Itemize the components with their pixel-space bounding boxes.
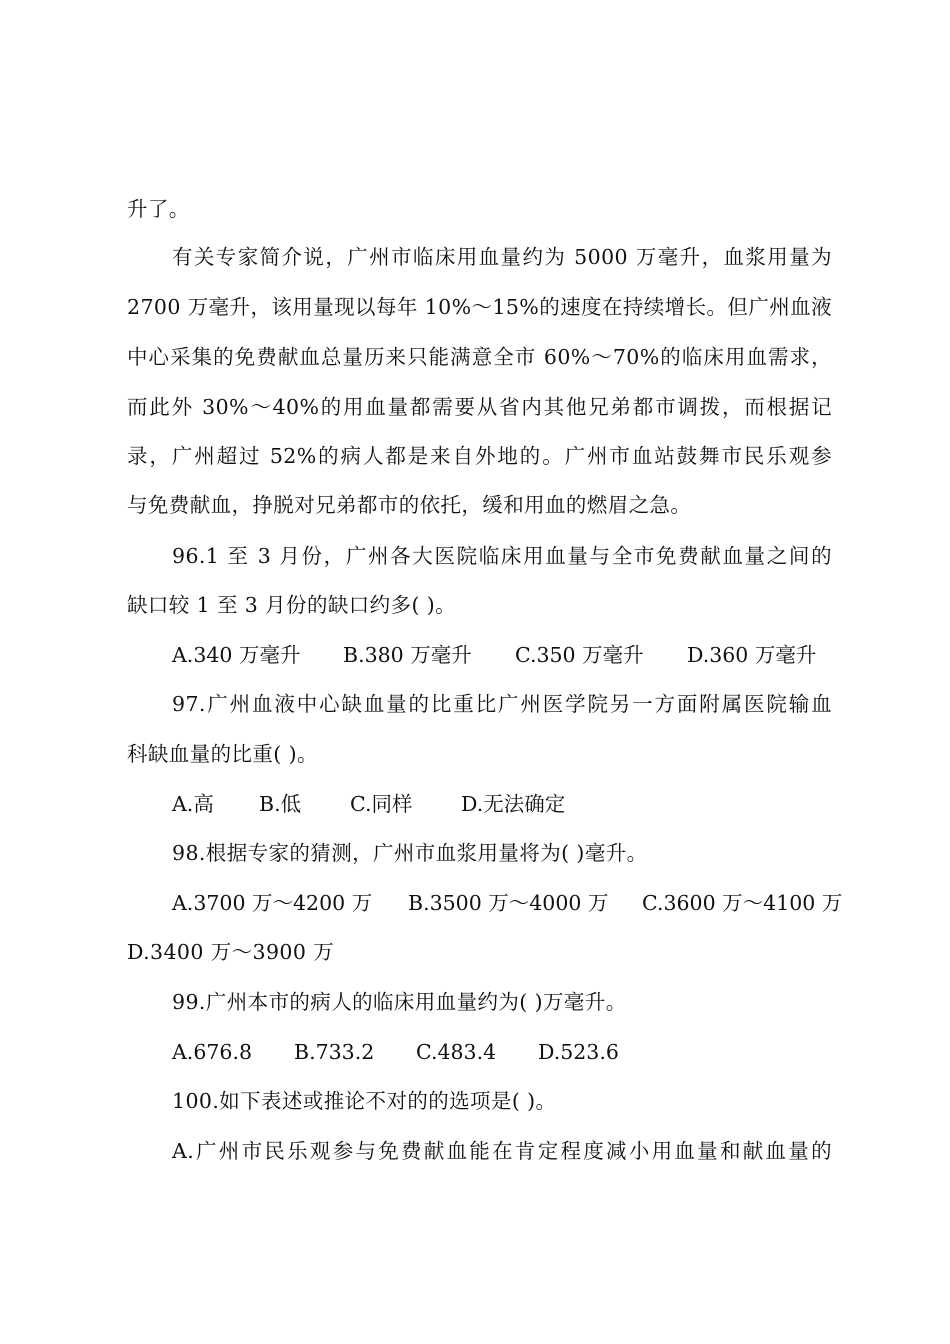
- q99-option-b[interactable]: B.733.2: [294, 1040, 375, 1064]
- q98-option-c[interactable]: C.3600 万～4100 万: [642, 891, 843, 915]
- question-96: 96.1 至 3 月份，广州各大医院临床用血量与全市免费献血量之间的: [172, 544, 832, 568]
- q98-option-a[interactable]: A.3700 万～4200 万: [172, 891, 373, 915]
- q96-option-c[interactable]: C.350 万毫升: [515, 643, 644, 667]
- paragraph-line: 有关专家简介说，广州市临床用血量约为 5000 万毫升，血浆用量为: [172, 245, 832, 269]
- question-98: 98.根据专家的猜测，广州市血浆用量将为( )毫升。: [172, 841, 648, 865]
- paragraph-line: 与免费献血，挣脱对兄弟都市的依托，缓和用血的燃眉之急。: [127, 493, 692, 517]
- paragraph-line: 而此外 30%～40%的用血量都需要从省内其他兄弟都市调拨，而根据记: [127, 395, 832, 419]
- q99-options: [172, 1039, 832, 1065]
- q99-option-c[interactable]: C.483.4: [416, 1040, 497, 1064]
- q98-option-b[interactable]: B.3500 万～4000 万: [408, 891, 609, 915]
- question-100: 100.如下表述或推论不对的的选项是( )。: [172, 1089, 557, 1113]
- q98-options: [172, 890, 843, 916]
- q100-option-a[interactable]: A.广州市民乐观参与免费献血能在肯定程度减小用血量和献血量的: [172, 1139, 832, 1163]
- question-99: 99.广州本市的病人的临床用血量约为( )万毫升。: [172, 990, 627, 1014]
- q97-option-c[interactable]: C.同样: [350, 792, 413, 816]
- question-96-cont: 缺口较 1 至 3 月份的缺口约多( )。: [127, 593, 457, 617]
- q97-option-a[interactable]: A.高: [172, 792, 214, 816]
- q97-option-b[interactable]: B.低: [259, 792, 302, 816]
- q99-option-a[interactable]: A.676.8: [172, 1040, 253, 1064]
- paragraph-line: 中心采集的免费献血总量历来只能满意全市 60%～70%的临床用血需求，: [127, 345, 832, 369]
- paragraph-line: 录，广州超过 52%的病人都是来自外地的。广州市血站鼓舞市民乐观参: [127, 444, 832, 468]
- q99-option-d[interactable]: D.523.6: [538, 1040, 619, 1064]
- q96-option-a[interactable]: A.340 万毫升: [172, 643, 301, 667]
- q96-option-d[interactable]: D.360 万毫升: [687, 643, 817, 667]
- q96-option-b[interactable]: B.380 万毫升: [343, 643, 472, 667]
- text-line: 升了。: [127, 197, 190, 221]
- q97-options: [172, 791, 832, 817]
- q97-option-d[interactable]: D.无法确定: [461, 792, 566, 816]
- paragraph-line: 2700 万毫升，该用量现以每年 10%～15%的速度在持续增长。但广州血液: [127, 295, 832, 319]
- question-97: 97.广州血液中心缺血量的比重比广州医学院另一方面附属医院输血: [172, 692, 832, 716]
- q96-options: [172, 642, 832, 668]
- q98-option-d[interactable]: D.3400 万～3900 万: [127, 940, 335, 964]
- question-97-cont: 科缺血量的比重( )。: [127, 742, 318, 766]
